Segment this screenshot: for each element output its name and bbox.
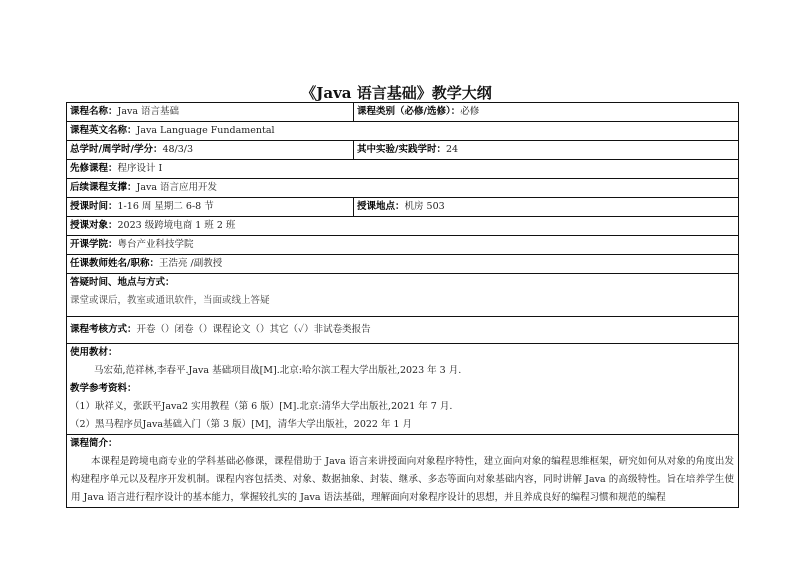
row-materials (67, 344, 738, 435)
location-value: 机房 503 (404, 201, 445, 212)
label: 课程英文名称： (70, 125, 137, 136)
audience-value: 2023 级跨境电商 1 班 2 班 (117, 220, 236, 231)
row-schedule (67, 198, 738, 217)
row-college (67, 236, 738, 255)
row-intro (67, 435, 738, 508)
row-prereq (67, 160, 738, 179)
lab-hours-value: 24 (445, 144, 459, 155)
label: 后续课程支撑： (70, 182, 137, 193)
row-teacher (67, 255, 738, 274)
row-assessment (67, 317, 738, 344)
label: 课程类别（必修/选修）： (357, 106, 461, 117)
page-title: 《Java 语言基础》教学大纲 (301, 84, 492, 102)
qa-value: 课堂或课后，教室或通讯软件，当面或线上答疑 (70, 295, 270, 306)
college-value: 粤台产业科技学院 (117, 239, 194, 250)
row-hours (67, 141, 738, 160)
label: 使用教材： (70, 347, 118, 358)
label: 其中实验/实践学时： (357, 144, 446, 155)
assessment-value: 开卷（）闭卷（）课程论文（）其它（✓）非试卷类报告 (136, 324, 371, 335)
followup-value: Java 语言应用开发 (136, 182, 218, 193)
reference-item: （2）黑马程序员Java基础入门（第 3 版）[M]，清华大学出版社，2022 年 1 月 (70, 419, 413, 430)
textbook-value: 马宏茹,范祥林,李春平.Java 基础项目战[M].北京:哈尔滨工程大学出版社,2023 年 3 月. (94, 365, 462, 376)
reference-item: （1）耿祥义，张跃平Java2 实用教程（第 6 版）[M].北京:清华大学出版社,2021 年 7 月. (70, 401, 453, 412)
row-english-name (67, 122, 738, 141)
row-followup (67, 179, 738, 198)
label: 开课学院： (70, 239, 118, 250)
label: 课程考核方式： (70, 324, 137, 335)
label: 授课地点： (357, 201, 405, 212)
teacher-value: 王浩亮 /副教授 (158, 258, 223, 269)
label: 总学时/周学时/学分： (70, 144, 163, 155)
prereq-value: 程序设计 I (117, 163, 163, 174)
course-name-value: Java 语言基础 (117, 106, 180, 117)
label: 课程名称： (70, 106, 118, 117)
hours-value: 48/3/3 (162, 144, 194, 155)
label: 授课对象： (70, 220, 118, 231)
label: 任课教师姓名/职称： (70, 258, 159, 269)
label: 授课时间： (70, 201, 118, 212)
row-course-name (67, 103, 738, 122)
label: 课程简介： (70, 438, 118, 449)
intro-paragraph: 本课程是跨境电商专业的学科基础必修课，课程借助于 Java 语言来讲授面向对象程序特性，建立面向对象的编程思维框架，研究如何从对象的角度出发构建程序单元以及程序开发机制。课程内容包括类、对象、数据抽象、封装、继承、多态等面向对象基础内容，同时讲解 Java 的高级特性。旨在培养学生使用 Java 语言进行程序设计的基本能力，掌握较扎实的 Java 语法基础，理解面向对象程序设计的思想，并且养成良好的编程习惯和规范的编程 (71, 456, 734, 503)
row-qa (67, 274, 738, 317)
syllabus-table (66, 102, 739, 508)
label: 教学参考资料： (70, 383, 137, 394)
course-type-value: 必修 (460, 106, 480, 117)
row-audience (67, 217, 738, 236)
label: 答疑时间、地点与方式： (70, 277, 175, 288)
schedule-value: 1-16 周 星期二 6-8 节 (117, 201, 214, 212)
label: 先修课程： (70, 163, 118, 174)
english-name-value: Java Language Fundamental (136, 125, 275, 136)
